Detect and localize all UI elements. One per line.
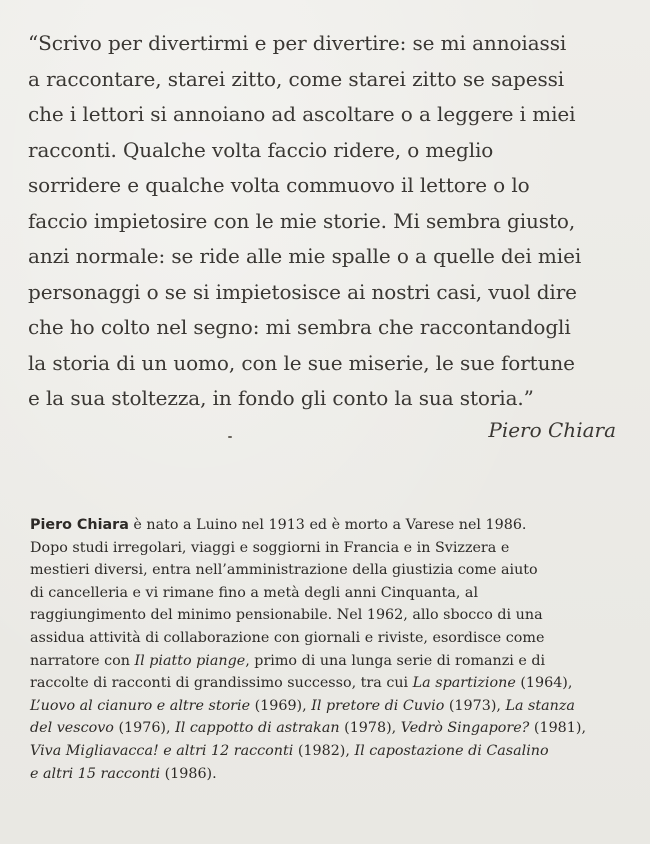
book-title: Il pretore di Cuvio <box>311 697 445 714</box>
book-title: La spartizione <box>412 675 516 692</box>
quote-line: racconti. Qualche volta faccio ridere, o meglio <box>28 137 494 162</box>
bio-text: (1973), <box>444 697 506 714</box>
bio-line <box>30 763 635 786</box>
book-title: L’uovo al cianuro e altre storie <box>30 697 251 714</box>
quote-line: a raccontare, starei zitto, come starei zitto se sapessi <box>28 66 565 91</box>
quote-line: personaggi o se si impietosisce ai nostri casi, vuol dire <box>28 279 577 304</box>
bio-line <box>30 672 635 695</box>
quote-line: faccio impietosire con le mie storie. Mi sembra giusto, <box>28 208 576 233</box>
bio-text: (1969), <box>250 697 312 714</box>
bio-text: è nato a Luino nel 1913 ed è morto a Varese nel 1986. <box>128 517 527 533</box>
book-title: Viva Migliavacca! e altri 12 racconti <box>30 742 294 759</box>
quote-line: “Scrivo per divertirmi e per divertire: se mi annoiassi <box>28 31 567 55</box>
paper-speck <box>228 436 232 438</box>
author-biography <box>30 514 635 785</box>
book-title: e altri 15 racconti <box>30 765 161 782</box>
bio-text: narratore con <box>30 652 135 669</box>
bio-line: raggiungimento del minimo pensionabile. Nel 1962, allo sbocco di una <box>30 607 543 624</box>
bio-line <box>30 650 635 673</box>
bio-line <box>30 740 635 763</box>
bio-line <box>30 695 635 718</box>
bio-text: (1982), <box>293 742 355 759</box>
quote-line: la storia di un uomo, con le sue miserie, le sue fortune <box>28 350 575 375</box>
bio-text: (1976), <box>113 720 176 737</box>
bio-text: raccolte di racconti di grandissimo successo, tra cui <box>30 675 413 692</box>
bio-line: Dopo studi irregolari, viaggi e soggiorni in Francia e in Svizzera e <box>30 539 510 556</box>
quote-attribution: Piero Chiara <box>488 418 616 442</box>
bio-line: mestieri diversi, entra nell’amministrazione della giustizia come aiuto <box>30 562 538 579</box>
bio-line: di cancelleria e vi rimane fino a metà degli anni Cinquanta, al <box>30 584 479 601</box>
quote-line: e la sua stoltezza, in fondo gli conto la sua storia.” <box>28 386 534 410</box>
bio-text: (1986). <box>160 765 217 782</box>
author-quote <box>28 26 628 417</box>
quote-line: anzi normale: se ride alle mie spalle o a quelle dei miei <box>28 244 582 268</box>
bio-line <box>30 514 635 537</box>
bio-text: , primo di una lunga serie di romanzi e di <box>245 652 546 669</box>
book-title: del vescovo <box>30 720 114 737</box>
quote-line: sorridere e qualche volta commuovo il lettore o lo <box>28 173 530 197</box>
quote-line: che i lettori si annoiano ad ascoltare o a leggere i miei <box>28 102 576 126</box>
book-title: Il cappotto di astrakan <box>175 720 340 737</box>
bio-text: (1964), <box>515 675 573 692</box>
book-title: La stanza <box>505 697 575 714</box>
bio-line: assidua attività di collaborazione con giornali e riviste, esordisce come <box>30 629 545 646</box>
author-name: Piero Chiara <box>30 517 129 533</box>
bio-line <box>30 717 635 740</box>
bio-text: (1981), <box>529 720 586 737</box>
bio-text: (1978), <box>339 720 401 737</box>
book-title: Il piatto piange <box>134 652 246 669</box>
book-title: Vedrò Singapore? <box>400 720 530 737</box>
book-title: Il capostazione di Casalino <box>354 742 549 759</box>
quote-line: che ho colto nel segno: mi sembra che raccontandogli <box>28 315 571 339</box>
